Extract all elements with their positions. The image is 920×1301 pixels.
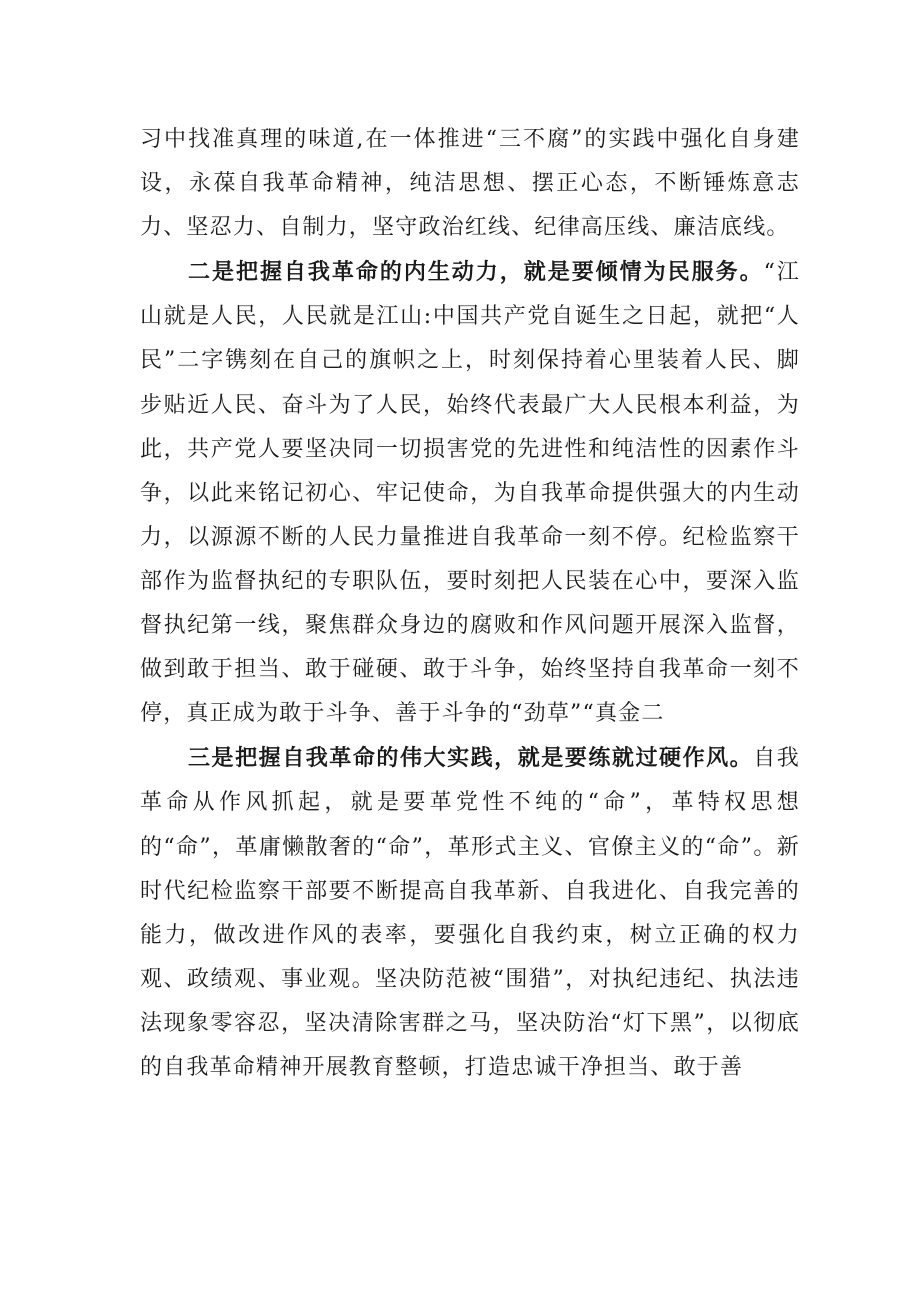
- document-body: [140, 118, 800, 1090]
- paragraph-continuation: [140, 118, 800, 250]
- paragraph-text: “江山就是人民，人民就是江山:中国共产党自诞生之日起，就把“人民”二字镌刻在自己的旗帜之上，时刻保持着心里装着人民、脚步贴近人民、奋斗为了人民，始终代表最广大人民根本利益，为此，共产党人要坚决同一切损害党的先进性和纯洁性的因素作斗争，以此来铭记初心、牢记使命，为自我革命提供强大的内生动力，以源源不断的人民力量推进自我革命一刻不停。纪检监察干部作为监督执纪的专职队伍，要时刻把人民装在心中，要深入监督执纪第一线，聚焦群众身边的腐败和作风问题开展深入监督，做到敢于担当、敢于碰硬、敢于斗争，始终坚持自我革命一刻不停，真正成为敢于斗争、善于斗争的“劲草”“真金二: [140, 260, 800, 727]
- paragraph-heading-bold: 二是把握自我革命的内生动力，就是要倾情为民服务。: [188, 259, 764, 286]
- paragraph-text: 习中找准真理的味道,在一体推进“三不腐”的实践中强化自身建设，永葆自我革命精神，纯洁思想、摆正心态，不断锤炼意志力、坚忍力、自制力，坚守政治红线、纪律高压线、廉洁底线。: [140, 127, 800, 241]
- paragraph-text: 自我革命从作风抓起，就是要革党性不纯的“命”，革特权思想的“命”，革庸懒散奢的“命”，革形式主义、官僚主义的“命”。新时代纪检监察干部要不断提高自我革新、自我进化、自我完善的能力，做改进作风的表率，要强化自我约束，树立正确的权力观、政绩观、事业观。坚决防范被“围猎”，对执纪违纪、执法违法现象零容忍，坚决清除害群之马，坚决防治“灯下黑”，以彻底的自我革命精神开展教育整顿，打造忠诚干净担当、敢于善: [140, 746, 800, 1080]
- paragraph-point-three: [140, 736, 800, 1090]
- paragraph-point-two: [140, 250, 800, 736]
- paragraph-heading-bold: 三是把握自我革命的伟大实践，就是要练就过硬作风。: [188, 745, 754, 772]
